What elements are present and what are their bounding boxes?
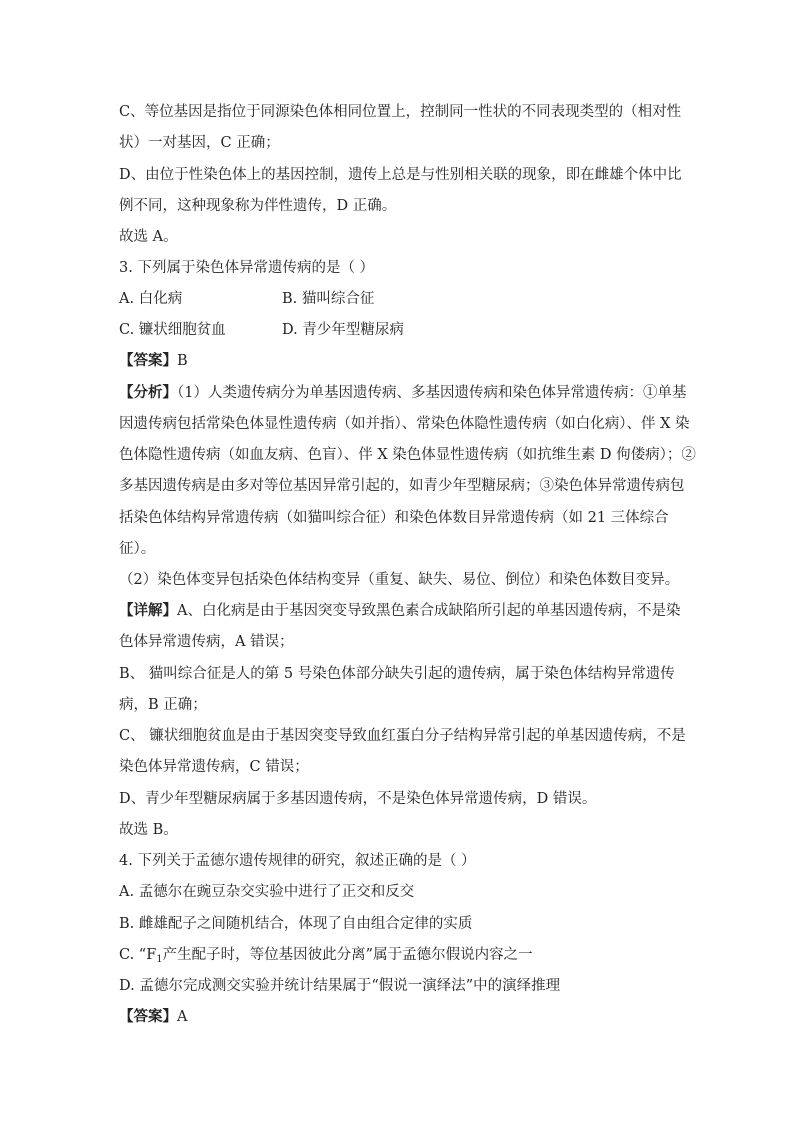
question-4-option-b: B. 雌雄配子之间随机结合，体现了自由组合定律的实质 bbox=[119, 916, 473, 932]
detail-label: 【详解】 bbox=[119, 602, 177, 619]
paragraph-line: （2）染色体变异包括染色体结构变异（重复、缺失、易位、倒位）和染色体数目变异。 bbox=[119, 572, 680, 588]
analysis-line bbox=[119, 383, 686, 403]
paragraph-line: 例不同，这种现象称为伴性遗传，D 正确。 bbox=[119, 198, 397, 214]
paragraph-line: D、青少年型糖尿病属于多基因遗传病，不是染色体异常遗传病，D 错误。 bbox=[119, 791, 597, 807]
paragraph-line: 色体异常遗传病，A 错误； bbox=[119, 634, 294, 650]
paragraph-line: 色体隐性遗传病（如血友病、色盲）、伴 X 染色体显性遗传病（如抗维生素 D 佝偻病）；② bbox=[119, 447, 696, 463]
detail-text: A、白化病是由于基因突变导致黑色素合成缺陷所引起的单基因遗传病，不是染 bbox=[177, 603, 681, 619]
option-c-rest: 产生配子时，等位基因彼此分离”属于孟德尔假说内容之一 bbox=[162, 947, 533, 963]
paragraph-line: 病，B 正确； bbox=[119, 697, 207, 713]
paragraph-line: 状）一对基因，C 正确； bbox=[119, 135, 280, 151]
paragraph-line: C、等位基因是指位于同源染色体相同位置上，控制同一性状的不同表现类型的（相对性 bbox=[119, 104, 682, 120]
paragraph-line: D、由位于性染色体上的基因控制，遗传上总是与性别相关联的现象，即在雌雄个体中比 bbox=[119, 167, 682, 183]
paragraph-line: 染色体异常遗传病，C 错误； bbox=[119, 759, 309, 775]
question-4-option-c bbox=[119, 945, 533, 970]
question-4-option-a: A. 孟德尔在豌豆杂交实验中进行了正交和反交 bbox=[119, 884, 415, 900]
option-c-subscript: 1 bbox=[156, 954, 163, 965]
answer-line bbox=[119, 1007, 187, 1027]
analysis-label: 【分析】 bbox=[119, 384, 177, 401]
conclusion-line: 故选 A。 bbox=[119, 229, 178, 245]
question-3-option-c: C. 镰状细胞贫血 bbox=[119, 322, 226, 338]
paragraph-line: C、 镰状细胞贫血是由于基因突变导致血红蛋白分子结构异常引起的单基因遗传病，不是 bbox=[119, 728, 686, 744]
option-c-prefix: C. “F bbox=[119, 947, 157, 963]
question-4-option-d: D. 孟德尔完成测交实验并统计结果属于“假说一演绎法”中的演绎推理 bbox=[119, 978, 561, 994]
question-3-stem: 3. 下列属于染色体异常遗传病的是（ ） bbox=[119, 260, 375, 276]
answer-value: B bbox=[177, 353, 188, 369]
paragraph-line: 因遗传病包括常染色体显性遗传病（如并指）、常染色体隐性遗传病（如白化病）、伴 X 染 bbox=[119, 416, 690, 432]
question-3-option-b: B. 猫叫综合征 bbox=[282, 291, 375, 307]
paragraph-line: 征）。 bbox=[119, 541, 156, 557]
answer-label: 【答案】 bbox=[119, 1008, 177, 1025]
paragraph-line: B、 猫叫综合征是人的第 5 号染色体部分缺失引起的遗传病，属于染色体结构异常遗传 bbox=[119, 666, 675, 682]
paragraph-line: 多基因遗传病是由多对等位基因异常引起的，如青少年型糖尿病；③染色体异常遗传病包 bbox=[119, 478, 685, 494]
analysis-text: （1）人类遗传病分为单基因遗传病、多基因遗传病和染色体异常遗传病：①单基 bbox=[177, 385, 687, 401]
detail-line bbox=[119, 601, 680, 621]
answer-value: A bbox=[177, 1009, 188, 1025]
conclusion-line: 故选 B。 bbox=[119, 822, 178, 838]
paragraph-line: 括染色体结构异常遗传病（如猫叫综合征）和染色体数目异常遗传病（如 21 三体综合 bbox=[119, 510, 669, 526]
question-3-option-a: A. 白化病 bbox=[119, 291, 183, 307]
answer-label: 【答案】 bbox=[119, 352, 177, 369]
question-4-stem: 4. 下列关于孟德尔遗传规律的研究，叙述正确的是（ ） bbox=[119, 853, 476, 869]
answer-line bbox=[119, 351, 188, 371]
question-3-option-d: D. 青少年型糖尿病 bbox=[282, 322, 404, 338]
